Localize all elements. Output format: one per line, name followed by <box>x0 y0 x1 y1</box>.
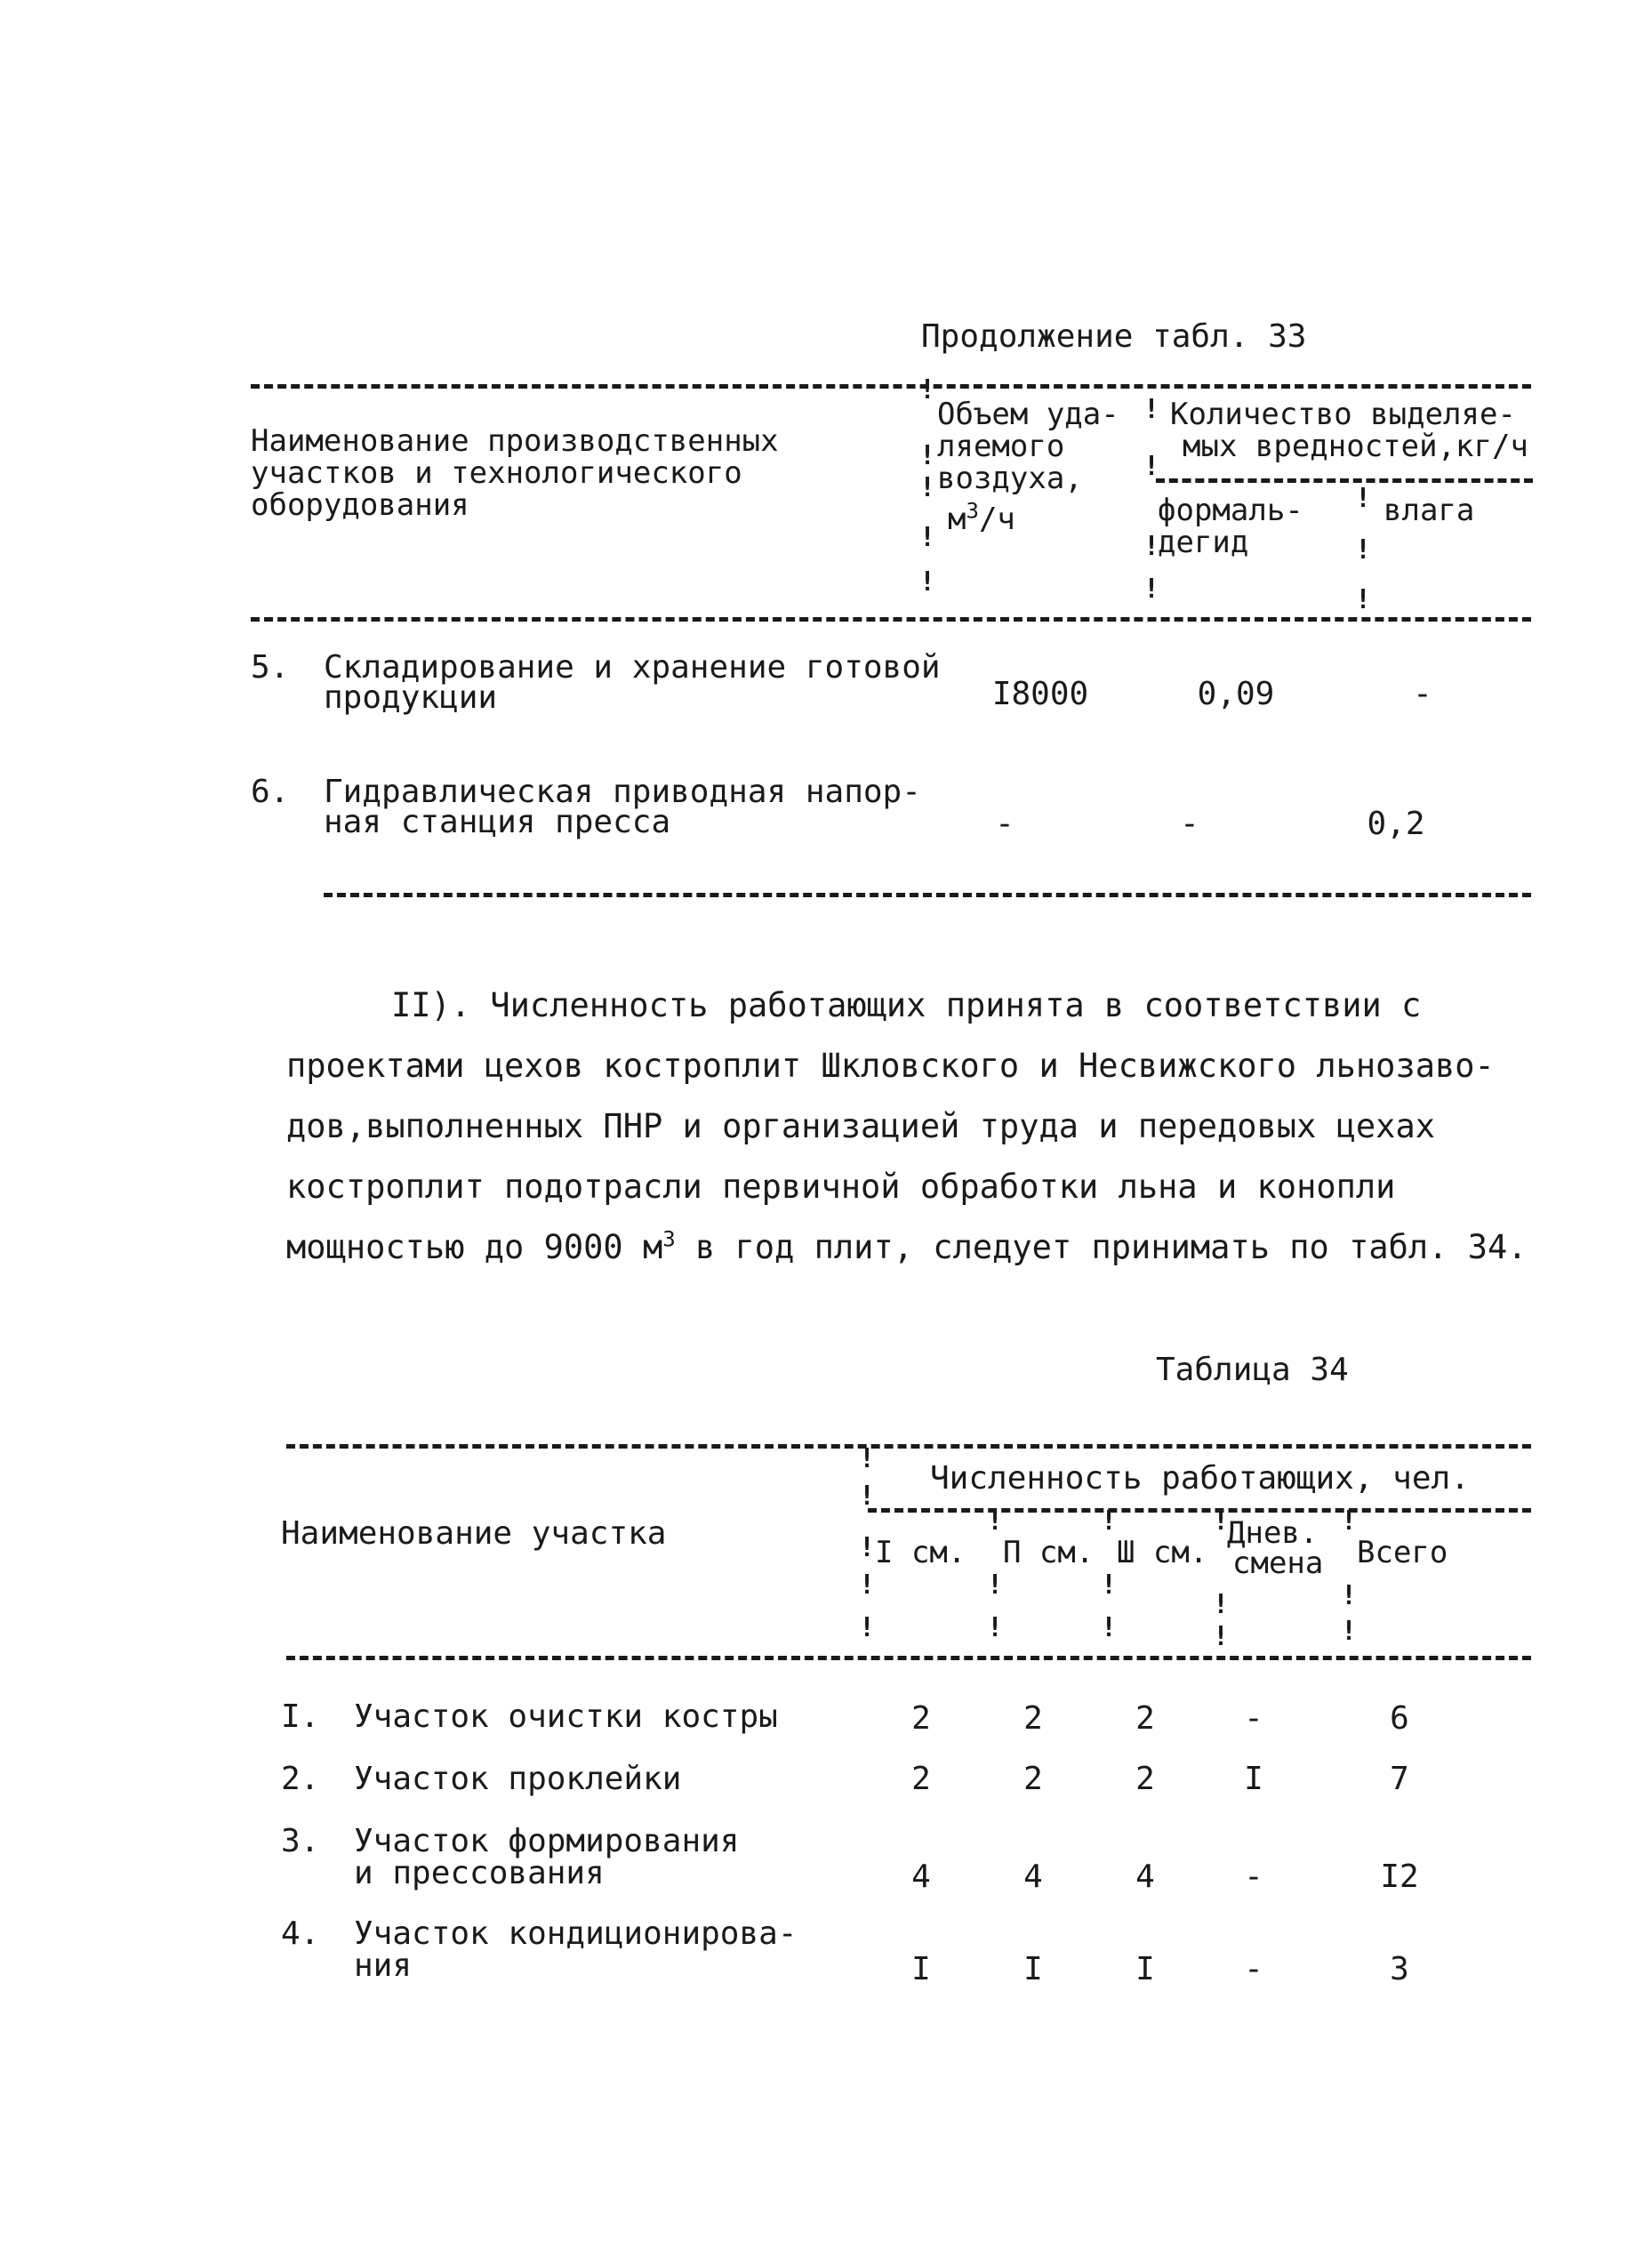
table34-row3-day: - <box>1244 1859 1263 1895</box>
table34-row3-name-line1: Участок формирования <box>354 1823 740 1859</box>
table33-header-volume-line1: Объем уда- <box>937 397 1119 432</box>
table33-row5-name-line2: продукции <box>324 679 498 716</box>
table34-row4-day: - <box>1244 1951 1263 1987</box>
table34-col-sep-1d: ! <box>859 1570 876 1601</box>
table34-row2-s3: 2 <box>1135 1761 1155 1797</box>
table34-row1-s1: 2 <box>911 1700 931 1737</box>
table33-continuation-title: Продолжение табл. 33 <box>921 318 1307 355</box>
table34-row2-num: 2. <box>281 1761 320 1797</box>
table34-title: Таблица 34 <box>1156 1352 1349 1388</box>
table34-row3-s2: 4 <box>1023 1859 1043 1895</box>
table34-row4-name-line2: ния <box>354 1947 413 1984</box>
table34-col-sep-1b: ! <box>859 1481 876 1512</box>
table34-row3-name-line2: и прессования <box>354 1855 605 1891</box>
table34-row2-name-line1: Участок проклейки <box>354 1761 682 1797</box>
table33-row5-volume: I8000 <box>991 676 1089 712</box>
table33-row5-num: 5. <box>251 649 290 686</box>
table33-header-qty-line2: мых вредностей,кг/ч <box>1183 429 1528 464</box>
table34-header-day-line2: смена <box>1232 1545 1324 1581</box>
table33-row6-formaldehyde: - <box>1180 806 1199 842</box>
table34-row1-s3: 2 <box>1135 1700 1155 1737</box>
table34-row4-name-line1: Участок кондиционирова- <box>354 1915 798 1952</box>
table33-row6-volume: - <box>995 806 1014 842</box>
table33-top-rule <box>251 384 1531 389</box>
table34-row1-num: I. <box>281 1698 320 1735</box>
paragraph-line-1: II). Численность работающих принята в соответствии с <box>391 986 1422 1024</box>
paragraph-line-2: проектами цехов костроплит Шкловского и Несвижского льнозаво- <box>286 1047 1495 1085</box>
table34-col-sep-1e: ! <box>859 1612 876 1643</box>
table33-row6-name-line1: Гидравлическая приводная напор- <box>324 774 921 810</box>
table34-header-bottom-rule <box>286 1656 1531 1660</box>
table34-subheader-rule <box>868 1508 1531 1513</box>
table34-col-sep-2a: ! <box>987 1505 1004 1537</box>
table34-row1-total: 6 <box>1390 1700 1409 1737</box>
table33-col-sep-3c: ! <box>1355 584 1372 615</box>
table33-col-sep-2c: ! <box>1143 531 1160 562</box>
table33-row5-moisture: - <box>1413 676 1432 712</box>
table34-header-group: Численность работающих, чел. <box>930 1460 1470 1497</box>
table33-row6-moisture: 0,2 <box>1367 806 1425 842</box>
table33-row5-name-line1: Складирование и хранение готовой <box>324 649 941 686</box>
table33-col-sep-3b: ! <box>1355 534 1372 566</box>
table34-col-sep-5a: ! <box>1341 1505 1358 1537</box>
table34-header-shift2: П см. <box>1003 1535 1095 1570</box>
paragraph-line-5: мощностью до 9000 $м^3$ в год плит, следует принимать по табл. 34. <box>286 1226 1528 1266</box>
table34-col-sep-5c: ! <box>1341 1616 1358 1647</box>
paragraph-line-3: дов,выполненных ПНР и организацией труда и передовых цехах <box>286 1107 1436 1145</box>
table33-subheader-rule <box>1156 478 1533 483</box>
table33-col-sep-1a: ! <box>919 374 936 405</box>
table34-col-sep-5b: ! <box>1341 1580 1358 1611</box>
table34-col-sep-4c: ! <box>1213 1621 1230 1652</box>
table33-row6-num: 6. <box>251 774 290 810</box>
table33-col-sep-2b: ! <box>1143 451 1160 482</box>
table34-row3-total: I2 <box>1380 1859 1419 1895</box>
table34-header-name: Наименование участка <box>281 1515 667 1552</box>
table34-col-sep-1a: ! <box>859 1443 876 1474</box>
table33-col-sep-2d: ! <box>1143 574 1160 605</box>
table33-header-bottom-rule <box>251 617 1531 622</box>
table33-header-name-line3: оборудования <box>251 487 469 523</box>
table33-header-volume-line3: воздуха, <box>937 461 1083 496</box>
table33-col-sep-1e: ! <box>919 566 936 598</box>
table34-row2-s2: 2 <box>1023 1761 1043 1797</box>
table34-col-sep-2c: ! <box>987 1612 1004 1643</box>
table34-row4-s3: I <box>1135 1951 1155 1987</box>
table33-header-name-line2: участков и технологического <box>251 455 742 491</box>
table33-header-name-line1: Наименование производственных <box>251 423 779 459</box>
table33-col-sep-2a: ! <box>1143 394 1160 425</box>
table34-header-day-line1: Днев. <box>1227 1515 1319 1551</box>
table34-row2-s1: 2 <box>911 1761 931 1797</box>
table33-header-formaldehyde-line1: формаль- <box>1158 493 1303 528</box>
table33-col-sep-1b: ! <box>919 440 936 471</box>
table34-header-shift3: Ш см. <box>1117 1535 1208 1570</box>
table34-row3-s1: 4 <box>911 1859 931 1895</box>
table33-header-qty-line1: Количество выделяе- <box>1170 397 1516 432</box>
table33-row6-name-line2: ная станция пресса <box>324 804 671 840</box>
table34-row4-num: 4. <box>281 1915 320 1952</box>
table33-col-sep-3a: ! <box>1355 483 1372 514</box>
table34-col-sep-1c: ! <box>859 1532 876 1563</box>
table34-row3-s3: 4 <box>1135 1859 1155 1895</box>
table34-row2-day: I <box>1244 1761 1263 1797</box>
table33-col-sep-1c: ! <box>919 472 936 503</box>
table34-row1-day: - <box>1244 1700 1263 1737</box>
table33-header-moisture: влага <box>1383 493 1475 528</box>
table34-top-rule <box>286 1444 1531 1449</box>
table34-row4-total: 3 <box>1390 1951 1409 1987</box>
table34-row2-total: 7 <box>1390 1761 1409 1797</box>
table33-header-volume-unit: $м^3/ч$ <box>948 498 1015 537</box>
table34-header-shift1: I см. <box>875 1535 966 1570</box>
table34-col-sep-2b: ! <box>987 1570 1004 1601</box>
table34-col-sep-3c: ! <box>1101 1612 1118 1643</box>
table33-bottom-rule <box>324 893 1531 897</box>
table34-header-total: Всего <box>1357 1535 1448 1570</box>
table33-header-formaldehyde-line2: дегид <box>1158 525 1249 560</box>
table34-row4-s1: I <box>911 1951 931 1987</box>
table34-row1-s2: 2 <box>1023 1700 1043 1737</box>
table33-col-sep-1d: ! <box>919 522 936 553</box>
table33-header-volume-line2: ляемого <box>937 429 1065 464</box>
table34-row1-name-line1: Участок очистки костры <box>354 1698 778 1735</box>
table34-col-sep-4b: ! <box>1213 1589 1230 1620</box>
table34-col-sep-3a: ! <box>1101 1505 1118 1537</box>
table34-col-sep-4a: ! <box>1213 1505 1230 1537</box>
table33-row5-formaldehyde: 0,09 <box>1197 676 1275 712</box>
table34-row3-num: 3. <box>281 1823 320 1859</box>
paragraph-line-4: костроплит подотрасли первичной обработки льна и конопли <box>286 1168 1396 1206</box>
table34-row4-s2: I <box>1023 1951 1043 1987</box>
table34-col-sep-3b: ! <box>1101 1570 1118 1601</box>
